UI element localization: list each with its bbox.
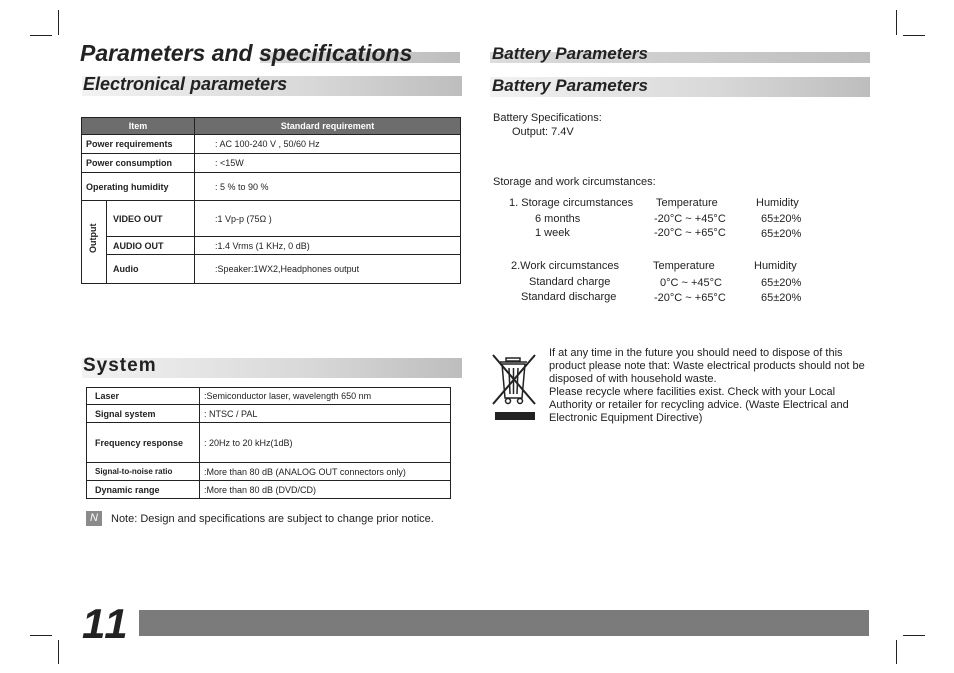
storage-row-temp: -20°C ~ +65°C — [654, 227, 726, 239]
work-row-hum: 65±20% — [761, 292, 802, 304]
row-label: Power requirements — [82, 135, 195, 154]
system-row-label: Laser — [87, 388, 200, 405]
crop-mark — [58, 10, 59, 35]
storage-hum-header: Humidity — [756, 197, 799, 209]
page-title: Parameters and specifications — [80, 40, 413, 66]
system-row-value: : 20Hz to 20 kHz(1dB) — [200, 423, 451, 463]
output-row-value: :1 Vp-p (75Ω ) — [195, 201, 461, 237]
work-row-temp: 0°C ~ +45°C — [660, 277, 722, 289]
battery-heading-1: Battery Parameters — [492, 44, 648, 63]
row-label: Operating humidity — [82, 173, 195, 201]
recycle-para-2: Please recycle where facilities exist. Check with your Local Authority or retailer for recycling advice. (Waste Electrical and Electronic Equipment Directive) — [549, 386, 849, 424]
work-temp-header: Temperature — [653, 260, 715, 272]
work-row-name: Standard charge — [529, 276, 611, 288]
output-label: Output — [88, 223, 98, 253]
row-value: : AC 100-240 V , 50/60 Hz — [195, 135, 461, 154]
header-item: Item — [82, 118, 195, 135]
output-row-label: AUDIO OUT — [106, 237, 194, 255]
storage-row-temp: -20°C ~ +45°C — [654, 213, 726, 225]
system-row-value: : NTSC / PAL — [200, 405, 451, 423]
work-title: 2.Work circumstances — [511, 260, 619, 272]
crop-mark — [896, 10, 897, 35]
storage-title: 1. Storage circumstances — [509, 197, 634, 209]
system-row-label: Signal system — [87, 405, 200, 423]
page-number: 11 — [82, 600, 130, 647]
system-row-label: Frequency response — [87, 423, 200, 463]
footer-bar — [139, 610, 869, 636]
storage-row-hum: 65±20% — [761, 213, 802, 225]
system-row-label: Dynamic range — [87, 481, 200, 499]
row-value: : <15W — [195, 154, 461, 173]
crop-mark — [896, 640, 897, 664]
crop-mark — [58, 640, 59, 664]
storage-temp-header: Temperature — [656, 197, 718, 209]
system-row-value: :Semiconductor laser, wavelength 650 nm — [200, 388, 451, 405]
crop-mark — [30, 635, 52, 636]
system-row-label: Signal-to-noise ratio — [87, 463, 200, 481]
crop-mark — [903, 635, 925, 636]
system-table — [86, 387, 451, 499]
output-row-label: VIDEO OUT — [106, 201, 194, 237]
storage-label: Storage and work circumstances: — [493, 176, 656, 188]
work-row-name: Standard discharge — [521, 291, 617, 303]
work-row-hum: 65±20% — [761, 277, 802, 289]
output-row-label: Audio — [106, 255, 194, 284]
battery-output: Output: 7.4V — [512, 126, 574, 138]
output-row-value: :1.4 Vrms (1 KHz, 0 dB) — [195, 237, 461, 255]
system-heading: System — [83, 355, 157, 376]
storage-row-name: 6 months — [535, 213, 581, 225]
crop-mark — [903, 35, 925, 36]
electronical-table — [81, 117, 461, 284]
battery-heading-2: Battery Parameters — [492, 76, 648, 95]
row-label: Power consumption — [82, 154, 195, 173]
recycle-notice — [549, 347, 879, 425]
electronical-heading: Electronical parameters — [83, 74, 288, 94]
work-row-temp: -20°C ~ +65°C — [654, 292, 726, 304]
crossed-bin-icon — [489, 352, 541, 424]
storage-row-name: 1 week — [535, 227, 570, 239]
header-standard: Standard requirement — [195, 118, 461, 135]
system-row-value: :More than 80 dB (DVD/CD) — [200, 481, 451, 499]
work-hum-header: Humidity — [754, 260, 797, 272]
output-group — [82, 201, 107, 284]
note-text: Note: Design and specifications are subject to change prior notice. — [111, 513, 434, 525]
system-row-value: :More than 80 dB (ANALOG OUT connectors only) — [200, 463, 451, 481]
recycle-para-1: If at any time in the future you should need to dispose of this product please note that: Waste electrical products should not be disposed of with household waste. — [549, 347, 865, 385]
row-value: : 5 % to 90 % — [195, 173, 461, 201]
crop-mark — [30, 35, 52, 36]
storage-row-hum: 65±20% — [761, 228, 802, 240]
output-row-value: :Speaker:1WX2,Headphones output — [195, 255, 461, 284]
note-icon: N — [86, 511, 102, 526]
battery-spec-label: Battery Specifications: — [493, 112, 602, 124]
